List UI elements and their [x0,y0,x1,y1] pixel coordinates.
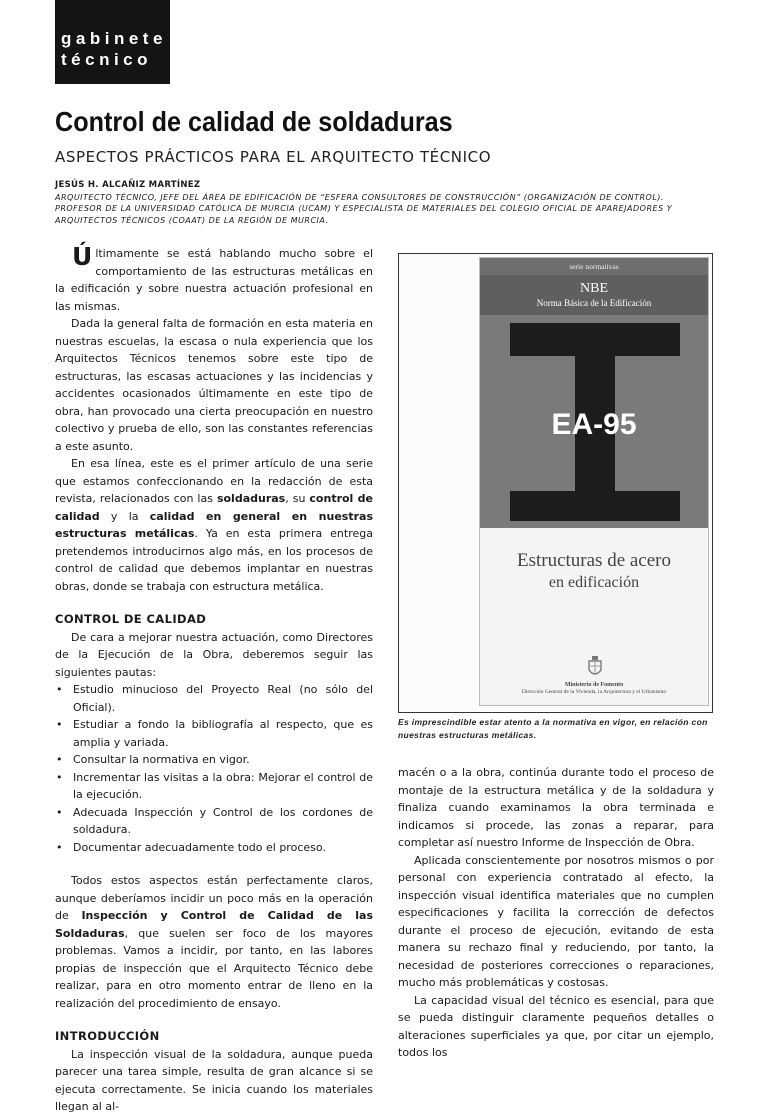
right-column [398,764,714,1062]
author-affiliation-1: ARQUITECTO TÉCNICO, JEFE DEL ÁREA DE EDIFICACIÓN DE “ESFERA CONSULTORES DE CONSTRUCCIÓN” (ORGANIZACIÓN DE CONTROL). [55,192,664,202]
cover-series-strip: serie normativas [480,258,708,275]
intro-paragraph-1 [55,242,373,315]
cover-nbe-subtitle: Norma Básica de la Edificación [536,298,652,308]
author-name: JESÚS H. ALCAÑIZ MARTÍNEZ [55,180,201,190]
banner-line-1: gabinete [61,29,167,48]
control-paragraph-1: De cara a mejorar nuestra actuación, como Directores de la Ejecución de la Obra, deberemos seguir las siguientes pautas: [55,630,373,679]
intro-p3-text-a: En esa línea, este es el primer artículo de una serie que estamos confeccionando en la redacción de esta revista, relacionados con las [55,457,373,505]
intro-p3-text-e: . Ya en esta primera entrega pretendemos introducirnos algo más, en los procesos de control de calidad que debemos implantar en nuestras obras, donde se trabaja con estructura metálica. [55,527,373,593]
bullet-item: • Estudio minucioso del Proyecto Real (no sólo del Oficial). [55,681,373,716]
intro-p3-text-c: , su [285,492,310,505]
author-block [55,180,720,226]
section-banner [55,0,170,84]
bullet-item: • Adecuada Inspección y Control de los cordones de soldadura. [55,804,373,839]
cover-title-line-1: Estructuras de acero [516,550,672,571]
control-p2-text-c: , que suelen ser foco de los mayores problemas. Vamos a incidir, por tanto, en las labores propias de inspección que el Arquitecto Técnico debe realizar, para en otro momento entrar de lleno en la realización del procedimiento de ensayo. [55,926,373,1010]
control-p2-bold: Inspección y Control de Calidad de las Soldaduras [55,909,373,940]
intro-p3-bold-2: control de calidad [55,492,373,523]
intro-p3-bold-1: soldaduras [216,492,286,505]
i-beam-icon [480,258,710,707]
cover-ministry-subtitle: Dirección General de la Vivienda, la Arquitectura y el Urbanismo [521,689,667,695]
heading-control-calidad: CONTROL DE CALIDAD [55,612,207,626]
right-paragraph-3: La capacidad visual del técnico es esencial, para que se pueda distinguir claramente pequeños detalles o alteraciones superficiales ya que, por citar un ejemplo, todos los [398,993,714,1059]
drop-cap: Ú [72,242,93,271]
figure-caption: Es imprescindible estar atento a la normativa en vigor, en relación con nuestras estructuras metálicas. [398,717,708,740]
cover-title-line-2: en edificación [548,574,640,591]
intro-paragraph-2: Dada la general falta de formación en esta materia en nuestras escuelas, la escasa o nula experiencia que los Arquitectos Técnicos tenemos sobre este tipo de estructuras, las escasas actuaciones y las incidencias y accidentes ocasionados últimamente en este tipo de obra, han provocado una cierta preocupación en nuestro colectivo y prueba de ello, son las constantes referencias a este asunto. [55,317,373,453]
right-paragraph-1: macén o a la obra, continúa durante todo el proceso de montaje de la estructura metálica y de la soldadura y finaliza cuando examinamos la obra terminada e indicamos si procede, las zonas a reparar, para completar así nuestro Informe de Inspección de Obra. [398,766,714,849]
bullet-item: • Estudiar a fondo la bibliografía al respecto, que es amplia y variada. [55,716,373,751]
book-cover [479,257,709,706]
article-title: Control de calidad de soldaduras [55,106,453,137]
cover-nbe-label: NBE [580,281,608,296]
control-bullet-list [55,681,373,856]
heading-introduccion: INTRODUCCIÓN [55,1029,160,1043]
intro-p3-bold-3: calidad en general en nuestras estructuras metálicas [55,509,374,540]
intro-paragraph-1-text: ltimamente se está hablando mucho sobre el comportamiento de las estructuras metálicas en la edificación y sobre nuestra actuación profesional en las mismas. [55,247,373,313]
banner-line-2: técnico [61,50,153,69]
bullet-item: • Consultar la normativa en vigor. [55,751,373,769]
right-paragraph-2: Aplicada conscientemente por nosotros mismos o por personal con experiencia contratado al efecto, la inspección visual identifica materiales que no cumplen especificaciones y facilita la corrección de defectos durante el proceso de ejecución, evitando de esta manera su rechazo final y reduciendo, por tanto, la necesidad de posteriores correcciones o reparaciones, mucho más problemáticas y costosas. [398,853,714,989]
bullet-item: • Documentar adecuadamente todo el proceso. [55,839,373,857]
control-p2-text-a: Todos estos aspectos están perfectamente claros, aunque deberíamos incidir un poco más en la operación de [55,874,373,922]
left-column [55,242,374,1116]
control-paragraph-2 [55,872,373,1012]
intro-p3-text-d: y la [99,509,150,523]
figure-frame [398,253,713,713]
cover-ministry: Ministerio de Fomento [564,682,624,688]
bullet-item: • Incrementar las visitas a la obra: Mejorar el control de la ejecución. [55,769,373,804]
intro-paragraph-3 [55,455,373,595]
author-affiliation-2: PROFESOR DE LA UNIVERSIDAD CATÓLICA DE MURCIA (UCAM) Y ESPECIALISTA DE MATERIALES DEL COLEGIO OFICIAL DE APAREJADORES Y ARQUITECTOS TÉCNICOS (COAAT) DE LA REGIÓN DE MURCIA. [55,204,673,225]
introduccion-paragraph-1: La inspección visual de la soldadura, aunque pueda parecer una tarea simple, resulta de gran alcance si se ejecuta correctamente. Se inicia cuando los materiales llegan al al- [55,1047,373,1113]
cover-code: EA-95 [551,408,637,441]
article-subtitle: ASPECTOS PRÁCTICOS PARA EL ARQUITECTO TÉCNICO [55,148,492,166]
